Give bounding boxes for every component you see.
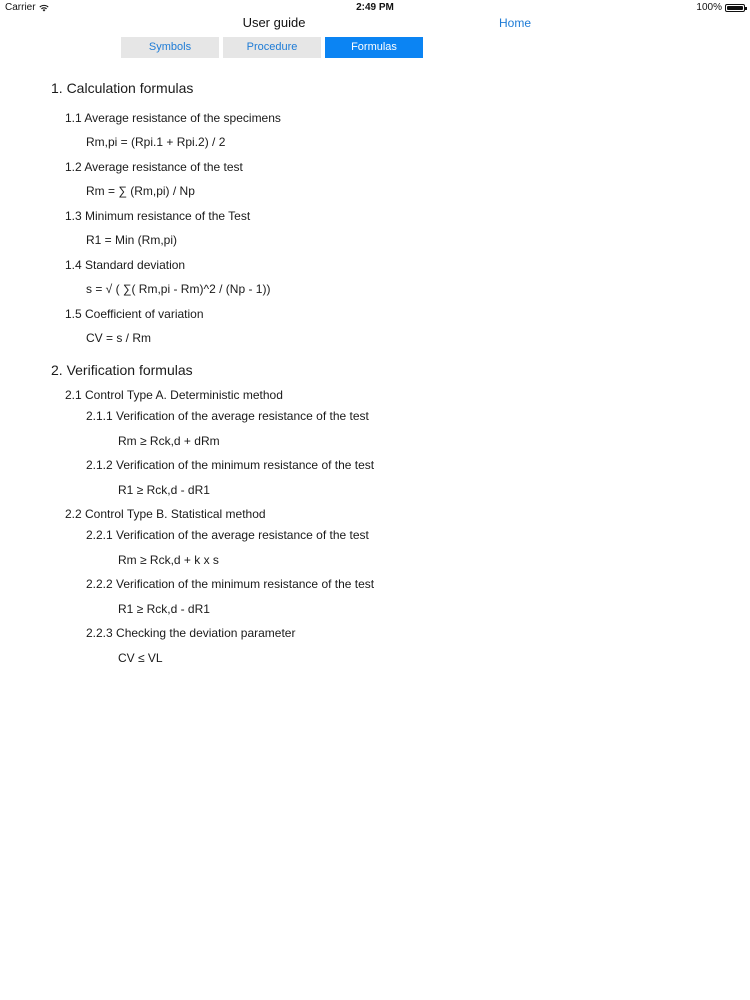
item-heading-1-4: 1.4 Standard deviation [65, 258, 186, 272]
tab-procedure[interactable]: Procedure [223, 37, 321, 58]
formula-1-2: Rm = ∑ (Rm,pi) / Np [86, 184, 195, 198]
formula-1-3: R1 = Min (Rm,pi) [86, 233, 178, 247]
item-heading-2-1-2: 2.1.2 Verification of the minimum resistance of the test [86, 458, 375, 472]
item-heading-2-2-1: 2.2.1 Verification of the average resistance of the test [86, 528, 369, 542]
formula-1-1: Rm,pi = (Rpi.1 + Rpi.2) / 2 [86, 135, 226, 149]
section-title-verification: 2. Verification formulas [51, 362, 193, 378]
section-title-calculation: 1. Calculation formulas [51, 80, 194, 96]
item-heading-2-2-2: 2.2.2 Verification of the minimum resistance of the test [86, 577, 375, 591]
page-title: User guide [242, 15, 306, 30]
item-heading-1-2: 1.2 Average resistance of the test [65, 160, 243, 174]
item-heading-1-3: 1.3 Minimum resistance of the Test [65, 209, 251, 223]
battery-percent: 100% [696, 2, 722, 13]
formula-1-5: CV = s / Rm [86, 331, 152, 345]
tab-symbols[interactable]: Symbols [121, 37, 219, 58]
tab-formulas[interactable]: Formulas [325, 37, 423, 58]
item-heading-2-1-1: 2.1.1 Verification of the average resistance of the test [86, 409, 369, 423]
carrier-label: Carrier [5, 2, 36, 13]
subsection-heading-2-2: 2.2 Control Type B. Statistical method [65, 507, 266, 521]
status-bar [0, 0, 750, 16]
home-button[interactable]: Home [499, 16, 532, 30]
formula-2-2-2: R1 ≥ Rck,d - dR1 [118, 602, 210, 616]
formula-2-2-1: Rm ≥ Rck,d + k x s [118, 553, 219, 567]
formula-1-4: s = √ ( ∑( Rm,pi - Rm)^2 / (Np - 1)) [86, 282, 271, 296]
formula-2-1-2: R1 ≥ Rck,d - dR1 [118, 483, 210, 497]
item-heading-1-1: 1.1 Average resistance of the specimens [65, 111, 281, 125]
status-time: 2:49 PM [356, 2, 394, 13]
status-right [696, 2, 745, 13]
subsection-heading-2-1: 2.1 Control Type A. Deterministic method [65, 388, 283, 402]
formula-2-2-3: CV ≤ VL [118, 651, 163, 665]
battery-icon [725, 4, 745, 12]
formula-2-1-1: Rm ≥ Rck,d + dRm [118, 434, 220, 448]
segmented-control [121, 37, 423, 58]
item-heading-1-5: 1.5 Coefficient of variation [65, 307, 204, 321]
item-heading-2-2-3: 2.2.3 Checking the deviation parameter [86, 626, 296, 640]
